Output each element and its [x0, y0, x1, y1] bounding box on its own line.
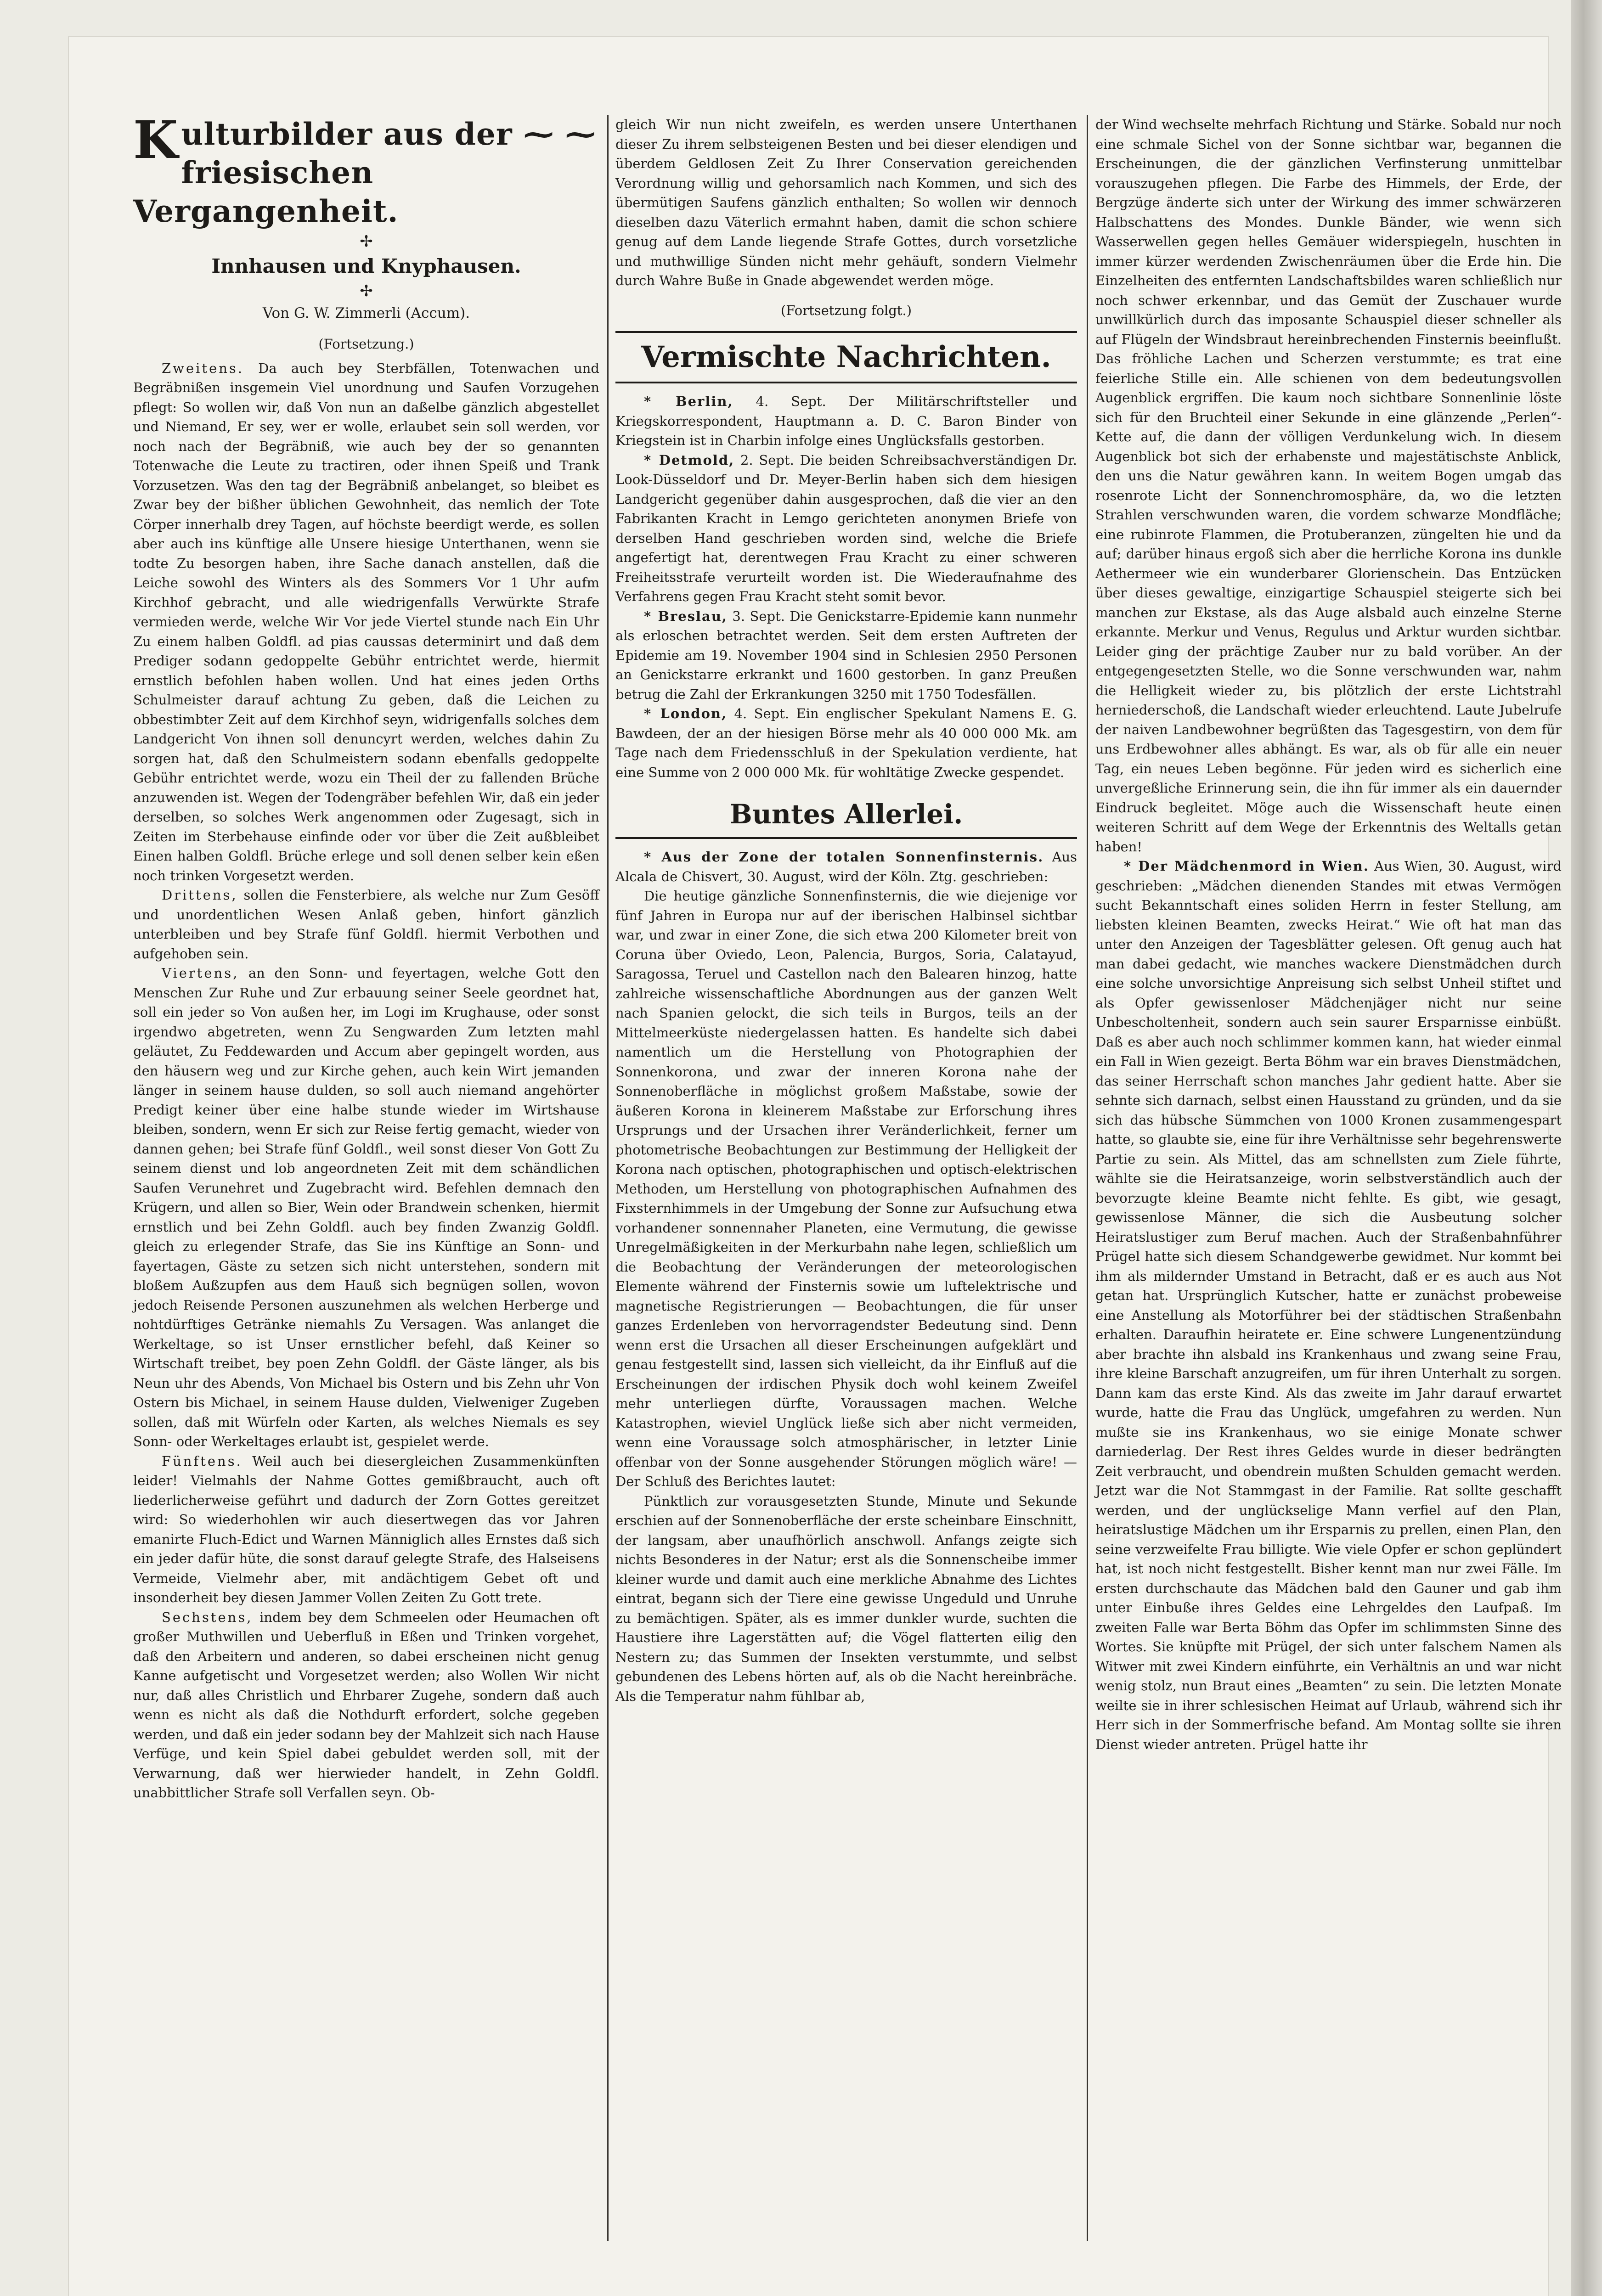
column-rule [607, 115, 609, 2241]
eclipse-lead: * Aus der Zone der totalen Sonnenfinsternis. Aus Alcala de Chisvert, 30. August, wird der Köln. Ztg. geschrieben: [615, 849, 1077, 884]
paragraph: Pünktlich zur vorausgesetzten Stunde, Minute und Sekunde erschien auf der Sonnenoberfläche der erste scheinbare Einschnitt, der langsam, aber unaufhörlich anschwoll. Anfangs zeigte sich nichts Besonderes in der Natur; erst als die Sonnenscheibe immer kleiner wurde und damit auch eine merkliche Abnahme des Lichtes eintrat, begann sich der Tiere eine gewisse Ungeduld und Unruhe zu bemächtigen. Später, als es immer dunkler wurde, suchten die Haustiere ihre Lagerstätten auf; die Vögel flatterten eilig den Nestern zu; das Summen der Insekten verstummte, und selbst gebundenen des Lebens hörten auf, als ob die Nacht hereinbräche. Als die Temperatur nahm fühlbar ab, [615, 1493, 1077, 1704]
article-subtitle: Innhausen und Knyphausen. [211, 255, 521, 277]
paragraph: Fünftens. Weil auch bei diesergleichen Zusammenkünften leider! Vielmahls der Nahme Gottes gemißbraucht, auch oft liederlicherweise geführt und dadurch der Zorn Gottes gereitzet wird: So wiederhohlen wir auch diesertwegen das vor Jahren emanirte Fluch-Edict und Warnen Männiglich alles Ernstes daß sich ein jeder dafür hüte, die sonst darauf gelegte Strafe, des Halseisens Vermeide, Vielmehr aber, mit andächtigem Gebet oft und insonderheit bey diesen Jammer Vollen Zeiten Zu Gott trete. [133, 1453, 599, 1605]
column-3 [1095, 115, 1562, 1754]
page-edge-shadow [1571, 0, 1602, 2296]
section-heading-miscellany: Buntes Allerlei. [615, 793, 1077, 839]
news-item: * Breslau, 3. Sept. Die Genickstarre-Epidemie kann nunmehr als erloschen betrachtet werden. Seit dem ersten Auftreten der Epidemie am 19. November 1904 sind in Schlesien 2950 Personen an Genickstarre erkrankt und 1600 gestorben. In ganz Preußen betrug die Zahl der Erkrankungen 3250 mit 1750 Todesfällen. [615, 608, 1077, 702]
paragraph: Zweitens. Da auch bey Sterbfällen, Totenwachen und Begräbnißen insgemein Viel unordnung und Saufen Vorzugehen pflegt: So wollen wir, daß Von nun an daßelbe gänzlich abgestellet und Niemand, Er sey, wer er wolle, erlaubet sein soll werden, vor noch nach der Begräbniß, wie auch bey der so genannten Totenwache die Leute zu tractiren, oder ihnen Speiß und Trank Vorzusetzen. Was den tag der Begräbniß anbelanget, so bleibet es Zwar bey der bißher üblichen Gewohnheit, das nemlich der Tote Cörper innerhalb drey Tagen, auf höchste beerdigt werde, es sollen aber auch ins künftige alle Unsere hiesige Unterthanen, wenn sie todte Zu besorgen haben, ihre Sache danach anstellen, daß die Leiche sowohl des Winters als des Sommers Vor 1 Uhr aufm Kirchhof gebracht, und alle wiedrigenfalls Verwürkte Strafe vermieden werde, welche Wir Vor jede Viertel stunde nach Ein Uhr Zu einem halben Goldfl. ad pias caussas determinirt und daß dem Prediger sodann gedoppelte Gebühr entrichtet werde, hiermit ernstlich befohlen haben wollen. Und hat eines jeden Orths Schulmeister darauf achtung Zu geben, daß die Leichen zu obbestimbter Zeit auf dem Kirchhof seyn, widrigenfalls solches dem Landgericht Von ihnen soll denuncyrt werden, welches dahin Zu sorgen hat, daß den Schulmeistern sodann ebenfalls gedoppelte Gebühr entrichtet werde, wozu ein Theil der zu fallenden Brüche anzuwenden ist. Wegen der Todengräber befehlen Wir, daß ein jeder derselben, so solches Werk angenommen oder Zugesagt, sich in Zeiten im Sterbehause einfinde oder vor über die Zeit außbleibet Einen halben Goldfl. Brüche erlege und soll denen selber kein eßen noch trinken Vorgesetzt werden. [133, 360, 599, 884]
title-line-2: friesischen Vergangenheit. [133, 155, 399, 229]
paragraph: Sechstens, indem bey dem Schmeelen oder Heumachen oft großer Muthwillen und Ueberfluß in Eßen und Trinken vorgehet, daß den Arbeitern und anderen, so dabei erscheinen nicht genug Kanne aufgetischt und Vorgesetzet werden; also Wollen Wir nicht nur, daß alles Christlich und Ehrbarer Zugehe, sondern daß auch wenn es nicht als daß die Nothdurft erfordert, solche gegeben werden, und daß ein jeder sodann bey der Mahlzeit sich nach Hause Verfüge, und kein Spiel dabei gebuldet werden soll, mit der Verwarnung, daß wer hierwieder handelt, in Zehn Goldfl. unabbittlicher Strafe soll Verfallen seyn. Ob- [133, 1609, 599, 1801]
to-be-continued: (Fortsetzung folgt.) [780, 302, 912, 318]
title-initial: K [133, 110, 179, 170]
paragraph: gleich Wir nun nicht zweifeln, es werden unsere Unterthanen dieser Zu ihrem selbsteigenen Besten und bei dieser elendigen und überdem Geldlosen Zeit Zu Ihrer Conservation gereichenden Verordnung willig und gehorsamlich nach Kommen, und sich des übermütigen Saufens gänzlich enthalten; So wollen wir dennoch dieselben dazu Väterlich ermahnt haben, damit die schon schiere genug auf dem Lande liegende Strafe Gottes, durch vorsetzliche und muthwillige Sünden nicht mehr gehäuft, sondern Vielmehr durch Wahre Buße in Gnade abgewendet werden möge. [615, 117, 1077, 288]
ornament-icon: ✢ [360, 232, 373, 251]
news-item: * Detmold, 2. Sept. Die beiden Schreibsachverständigen Dr. Look-Düsseldorf und Dr. Meyer-Berlin haben sich dem hiesigen Landgericht gegenüber dahin ausgesprochen, daß die vier an den Fabrikanten Kracht in Lemgo gerichteten anonymen Briefe von derselben Hand geschrieben worden sind, welche die Briefe angefertigt hat, derentwegen Frau Kracht zu einer schweren Freiheitsstrafe verurteilt worden ist. Die Wiederaufnahme des Verfahrens gegen Frau Kracht steht somit bevor. [615, 452, 1077, 604]
section-heading-news: Vermischte Nachrichten. [615, 331, 1077, 383]
column-rule [1087, 115, 1088, 2241]
news-item: * London, 4. Sept. Ein englischer Spekulant Namens E. G. Bawdeen, der an der hiesigen Börse mehr als 40 000 000 Mk. am Tage nach dem Friedensschluß in der Spekulation verdiente, hat eine Summe von 2 000 000 Mk. für wohltätige Zwecke gespendet. [615, 706, 1077, 780]
news-item: * Berlin, 4. Sept. Der Militärschriftsteller und Kriegskorrespondent, Hauptmann a. D. C. Baron Binder von Kriegstein ist in Charbin infolge eines Unglücksfalls gestorben. [615, 394, 1077, 448]
murder-item: * Der Mädchenmord in Wien. Aus Wien, 30. August, wird geschrieben: „Mädchen dienenden Standes mit etwas Vermögen sucht Bekanntschaft eines soliden Herrn in fester Stellung, am liebsten kleinen Beamten, zwecks Heirat.“ Wie oft hat man das unter den Anzeigen der Tagesblätter gelesen. Oft genug auch hat man dabei gedacht, wie manches wackere Dienstmädchen durch eine solche unvorsichtige Anpreisung sich selbst Unheil stiftet und als Opfer gewissenloser Mädchenjäger nicht nur seine Unbescholtenheit, sondern auch sein saurer Ersparnisse einbüßt. Daß es aber auch noch schlimmer kommen kann, hat wieder einmal ein Fall in Wien gezeigt. Berta Böhm war ein braves Dienstmädchen, das seiner Herrschaft schon manches Jahr gedient hatte. Aber sie sehnte sich darnach, selbst einen Hausstand zu gründen, und da sie sich das hübsche Sümmchen von 1000 Kronen zusammengespart hatte, so glaubte sie, eine für ihre Verhältnisse sehr begehrenswerte Partie zu sein. Als Mittel, das am schnellsten zum Ziele führte, wählte sie die Heiratsanzeige, worin selbstverständlich auch der bevorzugte kleine Beamte nicht fehlte. Es gibt, wie gesagt, gewissenlose Männer, die sich die Ausbeutung solcher Heiratslustiger zum Beruf machen. Auch der Straßenbahnführer Prügel hatte sich diesem Schandgewerbe gewidmet. Nur kommt bei ihm als mildernder Umstand in Betracht, daß er es auch aus Not getan hat. Ursprünglich Kutscher, hatte er zunächst probeweise eine Anstellung als Motorführer bei der städtischen Straßenbahn erhalten. Daraufhin heiratete er. Eine schwere Lungenentzündung aber brachte ihn alsbald ins Krankenhaus und zwang seine Frau, ihre kleine Barschaft anzugreifen, um für ihren Unterhalt zu sorgen. Dann kam das erste Kind. Als das zweite im Jahr darauf erwartet wurde, hatte die Frau das Unglück, umgefahren zu werden. Nun mußte sie ins Krankenhaus, wo sie einige Monate schwer darniederlag. Der Rest ihres Geldes wurde in dieser bedrängten Zeit verbraucht, und obendrein mußten Schulden gemacht werden. Jetzt war die Not Stammgast in der Familie. Rat sollte geschafft werden, und der unglückselige Mann verfiel auf den Plan, heiratslustige Mädchen um ihr Ersparnis zu prellen, einen Plan, den seine verzweifelte Frau billigte. Wie viele Opfer er schon geplündert hat, ist noch nicht festgestellt. Bisher kennt man nur zwei Fälle. Im ersten durchschaute das Mädchen bald den Gauner und gab ihm unter Einbuße ihres Geldes eine Lehrgeldes den Laufpaß. Im zweiten Falle war Berta Böhm das Opfer im schlimmsten Sinne des Wortes. Sie knüpfte mit Prügel, der sich unter falschem Namen als Witwer mit zwei Kindern einführte, ein Verhältnis an und war nicht wenig stolz, nun Braut eines „Beamten“ zu sein. Die letzten Monate weilte sie in ihrer schlesischen Heimat auf Urlaub, während sich ihr Herr sich in der Sommerfrische befand. Am Montag sollte sie ihren Dienst wieder antreten. Prügel hatte ihr [1095, 858, 1562, 1752]
paragraph: der Wind wechselte mehrfach Richtung und Stärke. Sobald nur noch eine schmale Sichel von der Sonne sichtbar war, begannen die Erscheinungen, die der gänzlichen Verfinsterung unmittelbar vorauszugehen pflegen. Die Farbe des Himmels, der Erde, der Bergzüge änderte sich unter der Wirkung des immer schwärzeren Halbschattens des Mondes. Dunkle Bänder, wie wenn sich Wasserwellen gegen helles Gemäuer widerspiegeln, huschten in immer kürzer werdenden Zwischenräumen über die Erde hin. Die Einzelheiten des entfernten Landschaftsbildes waren schließlich nur noch schwer erkennbar, und das Gemüt der Zuschauer wurde unwillkürlich durch das imposante Schauspiel dieser schneller als auf Flügeln der Windsbraut hereinbrechenden Finsternis beeinflußt. Das fröhliche Lachen und Scherzen verstummte; es trat eine feierliche Stille ein. Alle schienen von dem bedeutungsvollen Augenblick ergriffen. Die kaum noch sichtbare Sonnenlinie löste sich für den Bruchteil einer Sekunde in eine glänzende „Perlen“-Kette auf, die dann der völligen Verdunkelung wich. In diesem Augenblick bot sich der erhabenste und majestätischste Anblick, den uns die Natur gewähren kann. In weitem Bogen umgab das rosenrote Licht der Sonnenchromosphäre, da, wo die letzten Strahlen verschwunden waren, die vordem schwarze Mondfläche; eine rubinrote Flammen, die Protuberanzen, züngelten hie und da auf; darüber hinaus ergoß sich aber die herrliche Korona ins dunkle Aethermeer wie ein wunderbarer Glorienschein. Das Entzücken über dieses gewaltige, einzigartige Schauspiel steigerte sich bei manchen zur Ekstase, als das Auge alsbald auch einzelne Sterne erkannte. Merkur und Venus, Regulus und Arktur wurden sichtbar. Leider ging der prächtige Zauber nur zu bald vorüber. An der entgegengesetzten Stelle, wo die Sonne verschwunden war, nahm die Helligkeit wieder zu, bis plötzlich der erste Lichtstrahl herniederschoß, die Landschaft wieder erleuchtend. Laute Jubelrufe der naiven Landbewohner begrüßten das Tagesgestirn, von dem für uns Erdbewohner alles abhängt. Es war, als ob für alle ein neuer Tag, ein neues Leben begönne. Für jeden wird es sicherlich eine unvergeßliche Erinnerung sein, die ihn für immer als ein dauernder Eindruck begleitet. Möge auch die Wissenschaft heute einen weiteren Schritt auf dem Wege der Erkenntnis des Weltalls getan haben! [1095, 117, 1562, 855]
article-title [133, 110, 599, 231]
column-2 [615, 115, 1077, 1706]
title-line-1: ulturbilder aus der [181, 116, 513, 152]
column-1 [133, 110, 599, 1803]
paragraph: Viertens, an den Sonn- und feyertagen, welche Gott den Menschen Zur Ruhe und Zur erbauung seiner Seele geordnet hat, soll ein jeder so Von außen her, im Logi im Krughause, oder sonst irgendwo abgetreten, wenn Zu Sengwarden Zum letzten mahl geläutet, Zu Feddewarden und Accum aber gepingelt worden, aus den häusern weg und zur Kirche gehen, auch kein Wirt jemanden länger in seinem hause dulden, so soll auch niemand angehörter Predigt keiner über eine halbe stunde wieder im Wirtshause bleiben, sondern, wenn Er sich zur Reise fertig gemacht, wieder von dannen gehen; bei Strafe fünf Goldfl., weil sonst dieser Von Gott Zu seinem dienst und lob angeordneten Zeit mit dem schändlichen Saufen Verunehret und Zugebracht wird. Befehlen demnach den Krügern, und allen so Bier, Wein oder Brandwein schenken, hiermit ernstlich und bei Zehn Goldfl. auch bey finden Zwanzig Goldfl. gleich zu erlegender Strafe, das Sie ins Künftige an Sonn- und fayertagen, Gäste zu setzen sich nicht unterstehen, sondern mit bloßem Außzupfen aus dem Hauß sich begnügen sollen, wovon jedoch Reisende Personen auszunehmen als welchen Herberge und nohtdürftiges Getränke niemahls Zu Versagen. Was anlanget die Werkeltage, so ist Unser ernstlicher befehl, daß Keiner so Wirtschaft treibet, bey poen Zehn Goldfl. der Gäste länger, als bis Neun uhr des Abends, Von Michael bis Ostern und bis Zehn uhr Von Ostern bis Michael, in seinem Hause dulden, Vielweniger Zugeben sollen, daß mit Würfeln oder Karten, als welches Niemals es sey Sonn- oder Werkeltages erlaubt ist, gespielet werde. [133, 965, 599, 1449]
ornament-icon: ✢ [360, 282, 373, 300]
continuation-note: (Fortsetzung.) [318, 336, 414, 352]
paragraph: Die heutige gänzliche Sonnenfinsternis, die wie diejenige vor fünf Jahren in Europa nur auf der iberischen Halbinsel sichtbar war, und zwar in einer Zone, die sich etwa 200 Kilometer breit von Coruna über Oviedo, Leon, Palencia, Burgos, Soria, Calatayud, Saragossa, Teruel und Castellon nach den Balearen hinzog, hatte zahlreiche wissenschaftliche Abordnungen aus der ganzen Welt nach Spanien gelockt, die sich teils in Burgos, teils an der Mittelmeerküste niedergelassen hatten. Es handelte sich dabei namentlich um die Herstellung von Photographien der Sonnenkorona, und zwar der inneren Korona nahe der Sonnenoberfläche in möglichst großem Maßstabe, sowie der äußeren Korona in kleinerem Maßstabe zur Erforschung ihres Ursprungs und der Ursachen ihrer Veränderlichkeit, ferner um photometrische Beobachtungen zur Bestimmung der Helligkeit der Korona nach optischen, photographischen und optisch-elektrischen Methoden, um Herstellung von photographischen Aufnahmen des Fixsternhimmels in der Umgebung der Sonne zur Aufsuchung etwa vorhandener sonnennaher Planeten, eine Vermutung, die gewisse Unregelmäßigkeiten in der Merkurbahn nahe legen, schließlich um die Beobachtung der Veränderungen der meteorologischen Elemente während der Finsternis sowie um luftelektrische und magnetische Registrierungen — Beobachtungen, die für unser ganzes Erdenleben von hervorragendster Bedeutung sind. Denn wenn erst die Ursachen all dieser Erscheinungen aufgeklärt und genau festgestellt sind, lassen sich vielleicht, da ihr Einfluß auf die Erscheinungen der irdischen Physik doch wohl keinem Zweifel mehr unterliegen dürfte, Voraussagen machen. Welche Katastrophen, wieviel Unglück ließe sich aber nicht vermeiden, wenn eine Voraussage solch atmosphärischer, in letzter Linie offenbar von der Sonne ausgehender Störungen möglich wäre! — Der Schluß des Berichtes lautet: [615, 888, 1077, 1489]
byline: Von G. W. Zimmerli (Accum). [262, 305, 470, 321]
title-flourish: ⁓ ⁓ [523, 116, 596, 152]
paragraph: Drittens, sollen die Fensterbiere, als welche nur Zum Gesöff und unordentlichen Wesen Anlaß geben, hinfort gänzlich unterbleiben und bey Strafe fünf Goldfl. hiermit Verbothen und aufgehoben sein. [133, 887, 599, 962]
